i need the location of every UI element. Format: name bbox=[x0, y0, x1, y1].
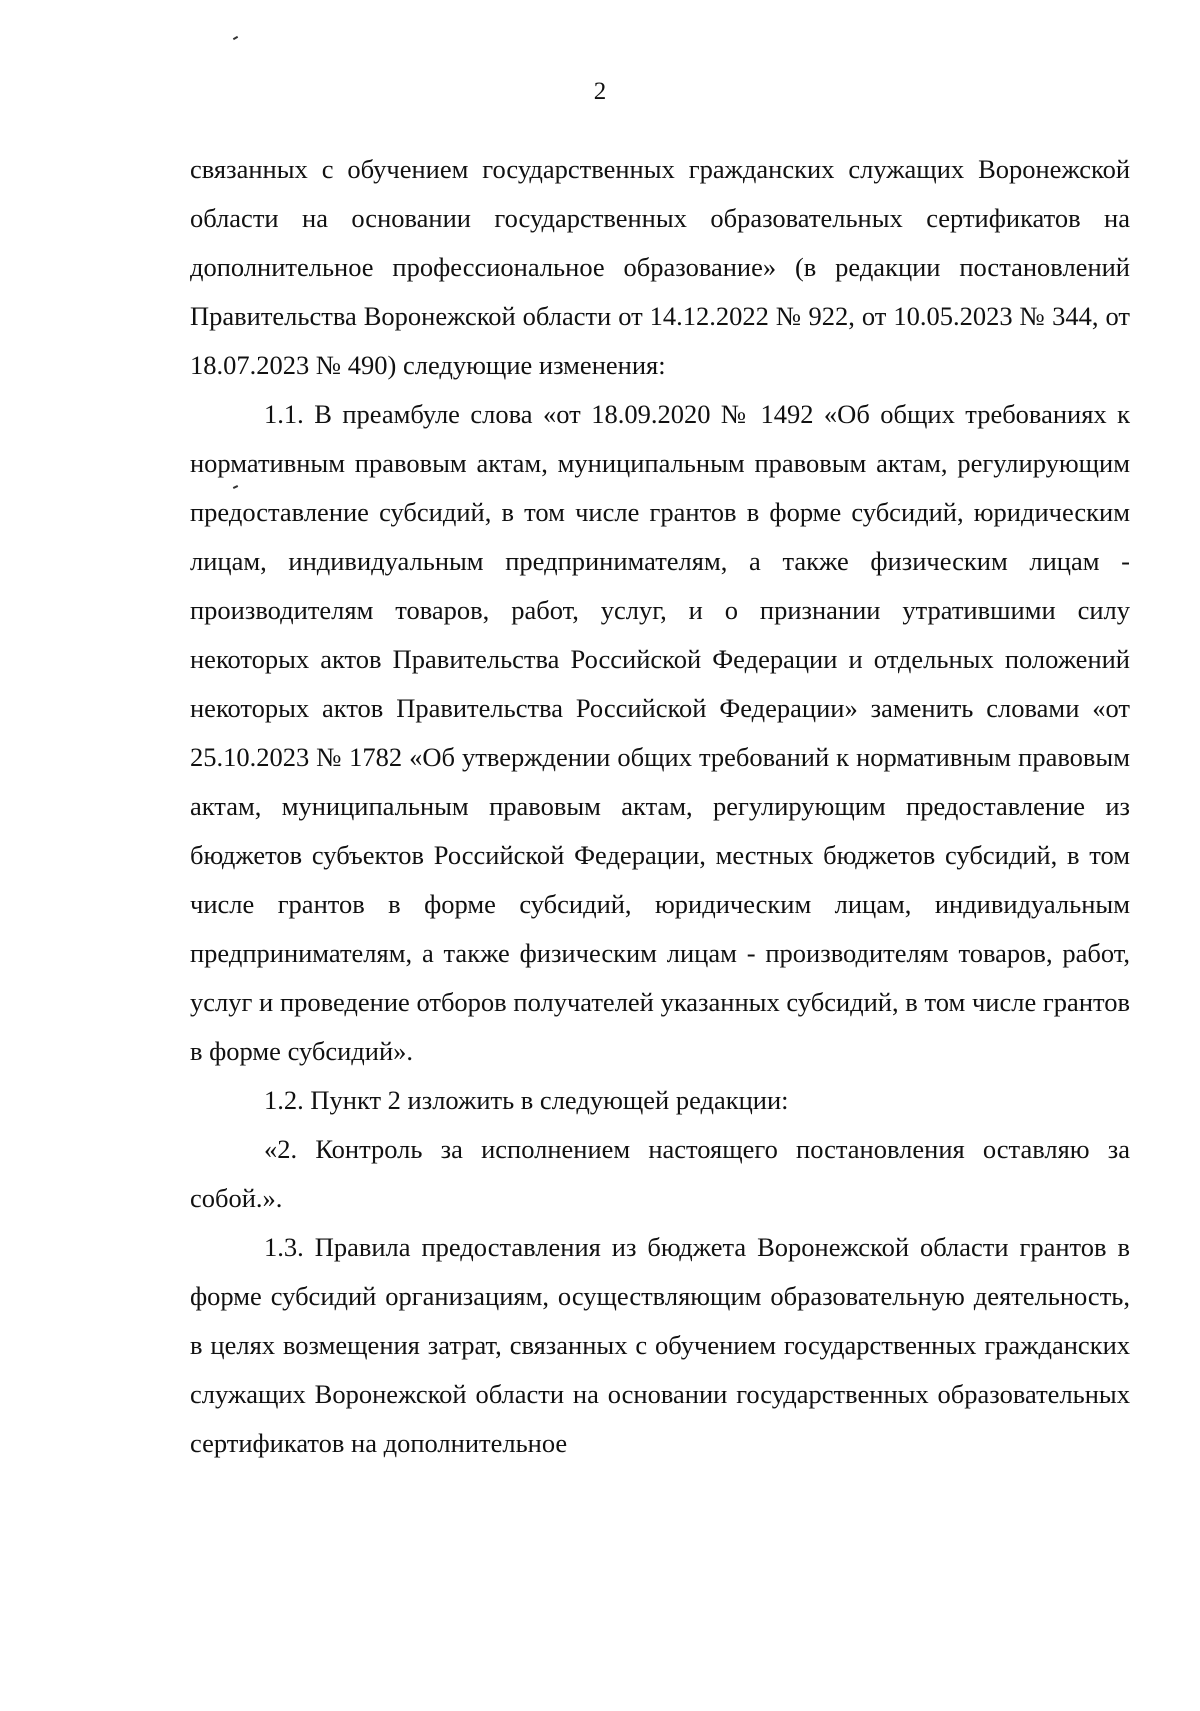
paragraph-item-1-2-quote: «2. Контроль за исполнением настоящего постановления оставляю за собой.». bbox=[190, 1134, 1130, 1213]
scan-artifact-mark bbox=[233, 36, 238, 40]
paragraph-item-1-1: 1.1. В преамбуле слова «от 18.09.2020 № 1492 «Об общих требованиях к нормативным правовым актам, муниципальным правовым актам, регулирующим предоставление субсидий, в том числе грантов в форме субсидий, юридическим лицам, индивидуальным предпринимателям, а также физическим лицам - производителям товаров, работ, услуг, и о признании утратившими силу некоторых актов Правительства Российской Федерации и отдельных положений некоторых актов Правительства Российской Федерации» заменить словами «от 25.10.2023 № 1782 «Об утверждении общих требований к нормативным правовым актам, муниципальным правовым актам, регулирующим предоставление из бюджетов субъектов Российской Федерации, местных бюджетов субсидий, в том числе грантов в форме субсидий, юридическим лицам, индивидуальным предпринимателям, а также физическим лицам - производителям товаров, работ, услуг и проведение отборов получателей указанных субсидий, в том числе грантов в форме субсидий». bbox=[190, 399, 1130, 1066]
paragraph-item-1-2: 1.2. Пункт 2 изложить в следующей редакции: bbox=[264, 1085, 789, 1115]
page-number: 2 bbox=[593, 78, 607, 105]
paragraph-continuation: связанных с обучением государственных гражданских служащих Воронежской области на основании государственных образовательных сертификатов на дополнительное профессиональное образование» (в редакции постановлений Правительства Воронежской области от 14.12.2022 № 922, от 10.05.2023 № 344, от 18.07.2023 № 490) следующие изменения: bbox=[190, 154, 1130, 380]
document-body bbox=[190, 145, 1130, 1468]
paragraph-item-1-3: 1.3. Правила предоставления из бюджета Воронежской области грантов в форме субсидий организациям, осуществляющим образовательную деятельность, в целях возмещения затрат, связанных с обучением государственных гражданских служащих Воронежской области на основании государственных образовательных сертификатов на дополнительное bbox=[190, 1232, 1130, 1458]
